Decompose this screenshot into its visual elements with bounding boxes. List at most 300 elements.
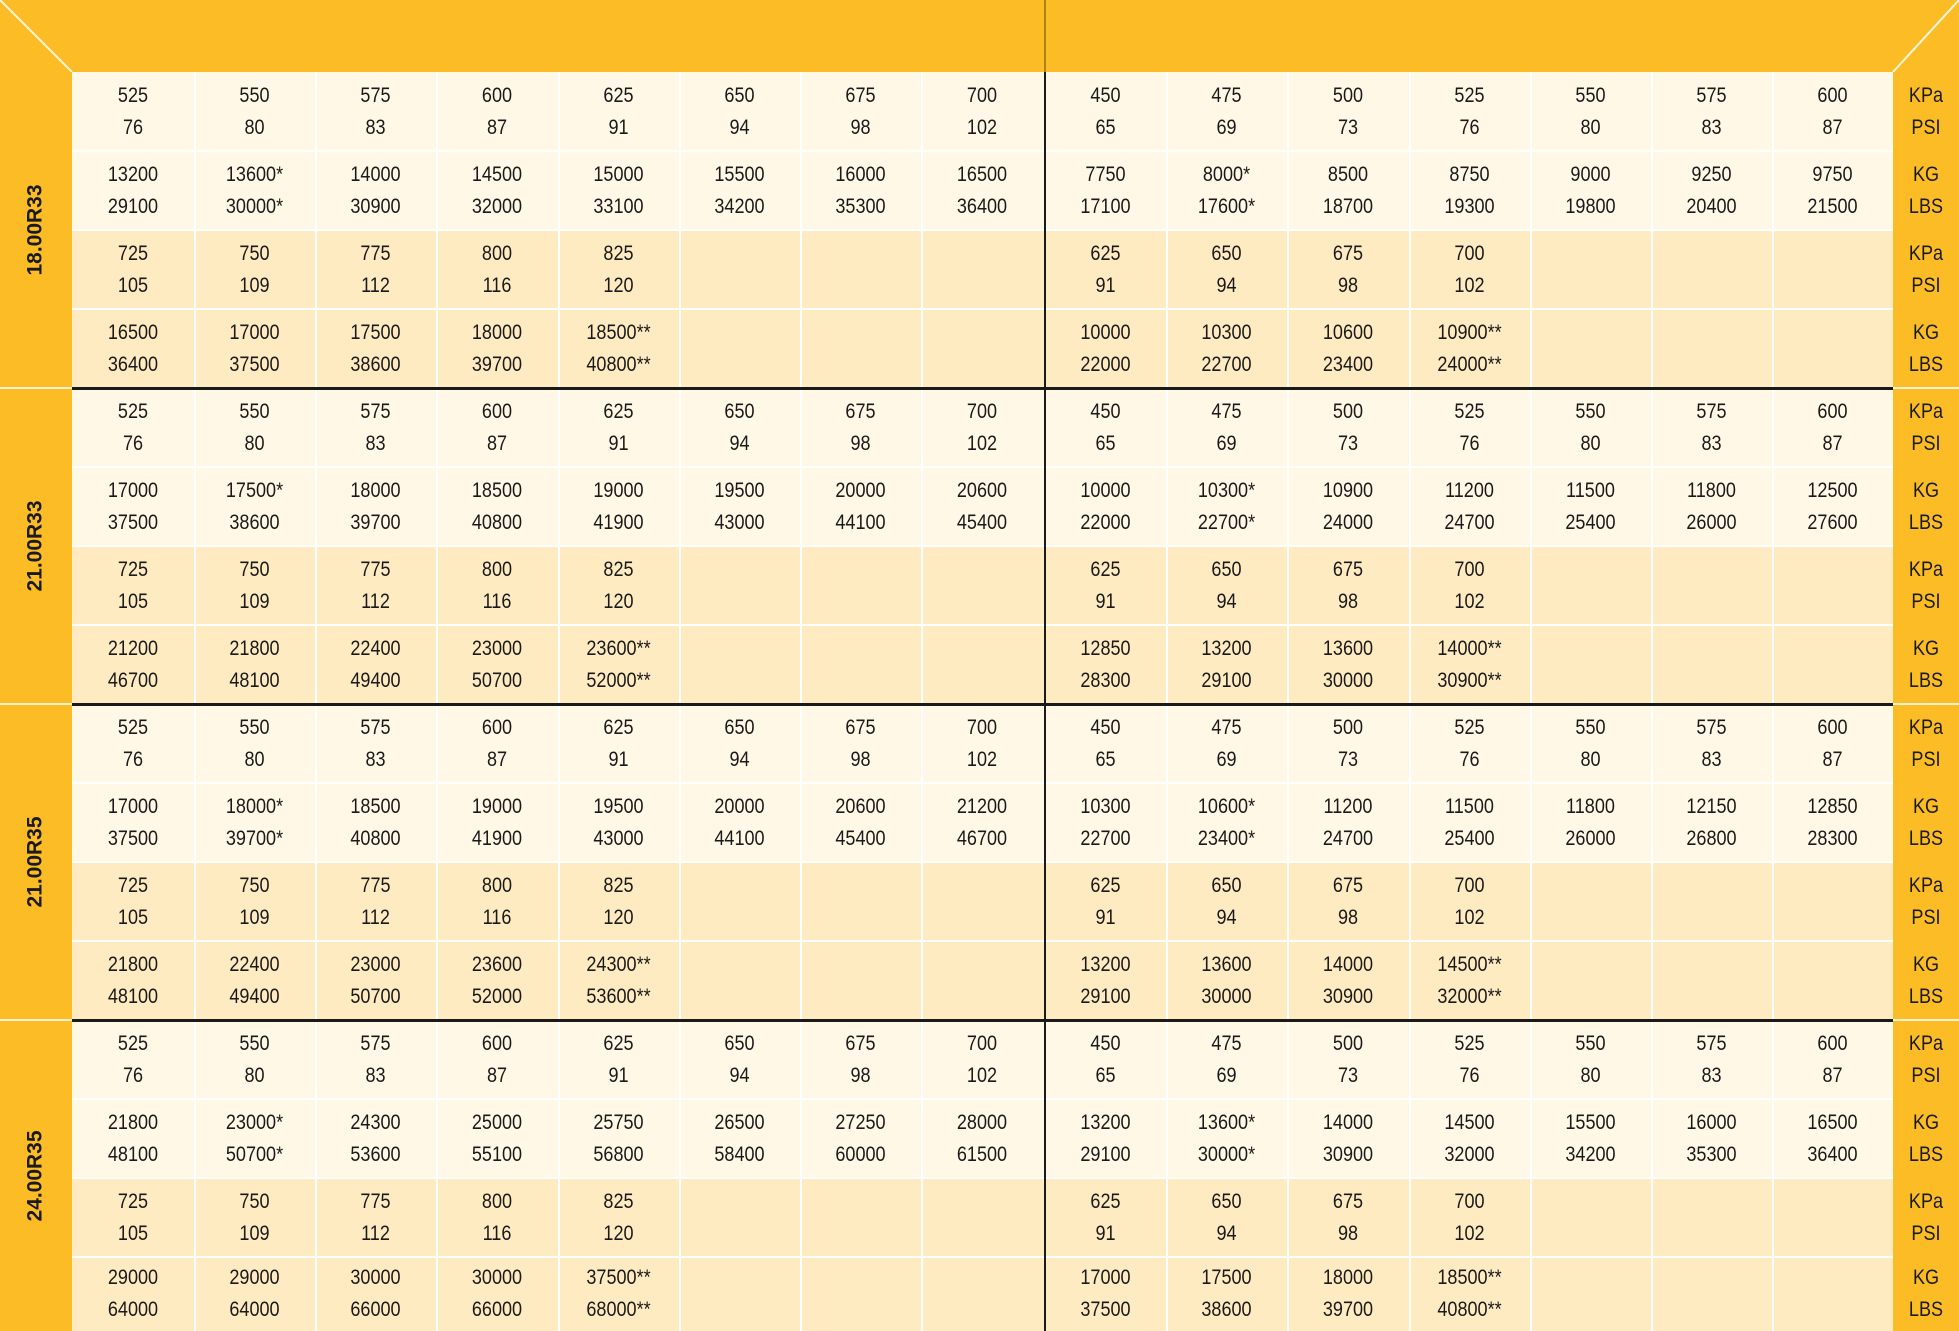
metric-value: 26500 xyxy=(714,1110,765,1134)
value-cell xyxy=(687,862,791,941)
imperial-value: 76 xyxy=(1459,747,1480,771)
metric-value: 11200 xyxy=(1323,794,1373,818)
value-cell xyxy=(1417,1020,1521,1099)
cell-separator xyxy=(1166,704,1168,783)
cell-separator xyxy=(194,783,196,862)
value-cell xyxy=(1659,72,1763,151)
imperial-value: 87 xyxy=(1822,115,1843,139)
imperial-value: 87 xyxy=(486,1063,508,1087)
value-cell xyxy=(1780,862,1884,941)
imperial-value: 56800 xyxy=(593,1142,644,1166)
cell-separator xyxy=(1530,862,1532,941)
imperial-value: 120 xyxy=(603,905,634,929)
value-cell xyxy=(1780,467,1884,546)
value-cell xyxy=(1174,625,1278,704)
value-cell xyxy=(1417,546,1521,625)
value-cell xyxy=(566,1257,670,1331)
metric-value: 11800 xyxy=(1566,794,1615,818)
cell-separator xyxy=(921,72,923,151)
value-cell xyxy=(202,309,306,388)
imperial-value: 37500 xyxy=(107,826,159,850)
metric-value: 29000 xyxy=(107,1266,159,1289)
cell-separator xyxy=(436,1178,438,1257)
metric-value: 15500 xyxy=(1565,1110,1616,1134)
metric-value: 12500 xyxy=(1807,478,1858,502)
cell-separator xyxy=(558,72,560,151)
value-cell xyxy=(202,783,306,862)
unit-imperial: PSI xyxy=(1911,905,1941,929)
metric-value: 725 xyxy=(117,557,149,581)
value-cell xyxy=(1174,309,1278,388)
value-cell xyxy=(808,862,912,941)
cell-separator xyxy=(679,151,681,230)
cell-separator xyxy=(1651,1099,1653,1178)
unit-label xyxy=(1898,941,1955,1020)
row-separator xyxy=(72,1177,1893,1179)
imperial-value: 98 xyxy=(850,115,871,139)
metric-value: 675 xyxy=(845,83,876,107)
imperial-value: 102 xyxy=(1454,905,1485,929)
value-cell xyxy=(1417,1257,1521,1331)
unit-block-separator xyxy=(1893,703,1959,705)
imperial-value: 24000** xyxy=(1437,352,1502,376)
value-cell xyxy=(1053,1099,1157,1178)
imperial-value: 116 xyxy=(482,1221,512,1245)
imperial-value: 44100 xyxy=(714,826,765,850)
value-cell xyxy=(566,862,670,941)
metric-value: 625 xyxy=(1090,241,1121,265)
imperial-value: 22000 xyxy=(1080,352,1131,376)
value-cell xyxy=(1417,230,1521,309)
value-cell xyxy=(1296,783,1401,862)
metric-value: 650 xyxy=(724,83,755,107)
imperial-value: 83 xyxy=(1701,115,1722,139)
imperial-value: 109 xyxy=(239,1221,270,1245)
value-cell xyxy=(323,1099,427,1178)
value-cell xyxy=(687,783,791,862)
unit-label xyxy=(1898,1099,1955,1178)
metric-value: 22400 xyxy=(229,952,280,976)
cell-separator xyxy=(1530,467,1532,546)
metric-value: 19000 xyxy=(593,478,644,502)
imperial-value: 112 xyxy=(361,1221,390,1245)
metric-value: 825 xyxy=(603,241,634,265)
imperial-value: 94 xyxy=(1216,589,1237,613)
imperial-value: 39700* xyxy=(225,826,284,850)
value-cell xyxy=(81,151,186,230)
imperial-value: 91 xyxy=(608,115,629,139)
imperial-value: 29100 xyxy=(1201,668,1252,692)
value-cell xyxy=(1296,1020,1401,1099)
metric-value: 19500 xyxy=(714,478,765,502)
imperial-value: 109 xyxy=(239,905,270,929)
cell-separator xyxy=(1651,467,1653,546)
cell-separator xyxy=(436,309,438,388)
cell-separator xyxy=(1166,388,1168,467)
cell-separator xyxy=(1287,309,1289,388)
imperial-value: 58400 xyxy=(714,1142,765,1166)
value-cell xyxy=(1053,388,1157,467)
imperial-value: 22700* xyxy=(1197,510,1256,534)
value-cell xyxy=(1053,151,1157,230)
metric-value: 575 xyxy=(360,399,391,423)
unit-metric: KG xyxy=(1912,952,1940,976)
value-cell xyxy=(1659,230,1763,309)
unit-metric: KPa xyxy=(1908,873,1944,897)
value-cell xyxy=(1417,1178,1521,1257)
imperial-value: 19800 xyxy=(1565,194,1616,218)
metric-value: 525 xyxy=(1454,1031,1485,1055)
metric-value: 650 xyxy=(1211,557,1242,581)
row-separator xyxy=(72,1256,1893,1258)
value-cell xyxy=(808,230,912,309)
block-separator xyxy=(72,703,1893,706)
cell-separator xyxy=(1166,467,1168,546)
speed-divider xyxy=(1044,72,1046,1331)
metric-value: 23000* xyxy=(225,1110,284,1134)
imperial-value: 37500 xyxy=(107,510,159,534)
metric-value: 500 xyxy=(1332,715,1364,739)
cell-separator xyxy=(679,72,681,151)
metric-value: 18500** xyxy=(586,320,651,344)
value-cell xyxy=(1174,704,1278,783)
metric-value: 9000 xyxy=(1570,162,1611,186)
cell-separator xyxy=(1166,1020,1168,1099)
imperial-value: 91 xyxy=(1095,589,1116,613)
metric-value: 10000 xyxy=(1080,478,1131,502)
metric-value: 575 xyxy=(360,83,391,107)
value-cell xyxy=(1053,467,1157,546)
cell-separator xyxy=(1409,546,1411,625)
imperial-value: 76 xyxy=(122,1063,144,1087)
value-cell xyxy=(1296,862,1401,941)
tire-size-label xyxy=(0,1020,72,1331)
cell-separator xyxy=(1772,1020,1774,1099)
imperial-value: 65 xyxy=(1095,747,1116,771)
imperial-value: 116 xyxy=(482,589,512,613)
cell-separator xyxy=(558,1178,560,1257)
metric-value: 750 xyxy=(239,1189,270,1213)
cell-separator xyxy=(800,72,802,151)
metric-value: 18500 xyxy=(471,478,523,502)
cell-separator xyxy=(1651,388,1653,467)
imperial-value: 66000 xyxy=(471,1298,523,1321)
imperial-value: 73 xyxy=(1337,747,1359,771)
value-cell xyxy=(1538,1020,1642,1099)
imperial-value: 69 xyxy=(1216,747,1237,771)
unit-label xyxy=(1898,1257,1955,1331)
imperial-value: 40800 xyxy=(471,510,523,534)
value-cell xyxy=(1538,546,1642,625)
value-cell xyxy=(808,625,912,704)
value-cell xyxy=(1780,1020,1884,1099)
block-separator xyxy=(72,387,1893,390)
metric-value: 825 xyxy=(603,1189,634,1213)
imperial-value: 91 xyxy=(1095,1221,1116,1245)
imperial-value: 50700 xyxy=(350,984,401,1008)
metric-value: 600 xyxy=(481,83,513,107)
cell-separator xyxy=(1287,467,1289,546)
metric-value: 20000 xyxy=(835,478,886,502)
imperial-value: 87 xyxy=(1822,431,1843,455)
cell-separator xyxy=(194,862,196,941)
cell-separator xyxy=(679,388,681,467)
value-cell xyxy=(445,467,550,546)
metric-value: 18500** xyxy=(1437,1266,1502,1289)
metric-value: 37500** xyxy=(586,1266,651,1289)
imperial-value: 48100 xyxy=(107,984,159,1008)
cell-separator xyxy=(194,467,196,546)
imperial-value: 69 xyxy=(1216,1063,1237,1087)
metric-value: 700 xyxy=(966,83,998,107)
imperial-value: 91 xyxy=(608,431,629,455)
unit-label xyxy=(1898,1178,1955,1257)
imperial-value: 48100 xyxy=(229,668,280,692)
cell-separator xyxy=(800,941,802,1020)
cell-separator xyxy=(679,941,681,1020)
metric-value: 16000 xyxy=(1686,1110,1737,1134)
metric-value: 9750 xyxy=(1812,162,1853,186)
value-cell xyxy=(1780,625,1884,704)
unit-imperial: PSI xyxy=(1911,747,1941,771)
cell-separator xyxy=(315,546,317,625)
value-cell xyxy=(930,1099,1035,1178)
imperial-value: 48100 xyxy=(107,1142,159,1166)
imperial-value: 25400 xyxy=(1444,826,1495,850)
value-cell xyxy=(930,72,1035,151)
unit-imperial: PSI xyxy=(1911,115,1941,139)
value-cell xyxy=(202,704,306,783)
metric-value: 450 xyxy=(1090,715,1121,739)
cell-separator xyxy=(1651,1178,1653,1257)
imperial-value: 52000** xyxy=(586,668,651,692)
value-cell xyxy=(445,1257,550,1331)
value-cell xyxy=(687,309,791,388)
row-separator xyxy=(72,782,1893,784)
imperial-value: 44100 xyxy=(835,510,886,534)
value-cell xyxy=(81,230,186,309)
cell-separator xyxy=(194,1099,196,1178)
cell-separator xyxy=(1530,1020,1532,1099)
imperial-value: 61500 xyxy=(956,1142,1008,1166)
imperial-value: 50700 xyxy=(471,668,523,692)
metric-value: 14500** xyxy=(1437,952,1502,976)
value-cell xyxy=(930,309,1035,388)
imperial-value: 45400 xyxy=(956,510,1008,534)
imperial-value: 17100 xyxy=(1080,194,1131,218)
imperial-value: 87 xyxy=(486,747,508,771)
metric-value: 775 xyxy=(360,1189,391,1213)
value-cell xyxy=(1053,72,1157,151)
metric-value: 525 xyxy=(1454,399,1485,423)
metric-value: 600 xyxy=(481,715,513,739)
metric-value: 625 xyxy=(1090,557,1121,581)
imperial-value: 32000 xyxy=(471,194,523,218)
value-cell xyxy=(1659,704,1763,783)
imperial-value: 109 xyxy=(239,589,270,613)
imperial-value: 94 xyxy=(729,1063,750,1087)
imperial-value: 29100 xyxy=(1080,1142,1131,1166)
value-cell xyxy=(1538,1257,1642,1331)
value-cell xyxy=(1538,941,1642,1020)
metric-value: 750 xyxy=(239,557,270,581)
tire-size-text: 21.00R35 xyxy=(24,816,48,908)
cell-separator xyxy=(921,704,923,783)
value-cell xyxy=(808,546,912,625)
metric-value: 21800 xyxy=(107,1110,159,1134)
metric-value: 18000 xyxy=(350,478,401,502)
metric-value: 525 xyxy=(117,1031,149,1055)
imperial-value: 120 xyxy=(603,1221,634,1245)
value-cell xyxy=(445,862,550,941)
value-cell xyxy=(1417,862,1521,941)
metric-value: 700 xyxy=(966,399,998,423)
cell-separator xyxy=(1409,1257,1411,1331)
metric-value: 14000 xyxy=(350,162,401,186)
imperial-value: 18700 xyxy=(1322,194,1374,218)
value-cell xyxy=(1417,1099,1521,1178)
cell-separator xyxy=(315,230,317,309)
unit-label xyxy=(1898,72,1955,151)
cell-separator xyxy=(436,862,438,941)
tire-size-label xyxy=(0,704,72,1020)
cell-separator xyxy=(436,1099,438,1178)
value-cell xyxy=(930,1257,1035,1331)
cell-separator xyxy=(800,309,802,388)
metric-value: 525 xyxy=(117,83,149,107)
row-separator xyxy=(72,940,1893,942)
unit-imperial: PSI xyxy=(1911,1221,1941,1245)
imperial-value: 55100 xyxy=(471,1142,523,1166)
metric-value: 20000 xyxy=(714,794,765,818)
value-cell xyxy=(1538,309,1642,388)
imperial-value: 76 xyxy=(122,115,144,139)
metric-value: 575 xyxy=(1696,399,1727,423)
cell-separator xyxy=(921,1257,923,1331)
cell-separator xyxy=(558,783,560,862)
metric-value: 800 xyxy=(481,873,513,897)
cell-separator xyxy=(558,1099,560,1178)
cell-separator xyxy=(1530,625,1532,704)
value-cell xyxy=(566,546,670,625)
value-cell xyxy=(808,1099,912,1178)
imperial-value: 22700 xyxy=(1201,352,1252,376)
cell-separator xyxy=(1651,1020,1653,1099)
cell-separator xyxy=(1166,941,1168,1020)
unit-label xyxy=(1898,862,1955,941)
cell-separator xyxy=(1166,230,1168,309)
imperial-value: 60000 xyxy=(835,1142,886,1166)
imperial-value: 112 xyxy=(361,273,390,297)
value-cell xyxy=(687,1178,791,1257)
imperial-value: 98 xyxy=(1337,1221,1359,1245)
imperial-value: 116 xyxy=(482,905,512,929)
metric-value: 10600* xyxy=(1197,794,1256,818)
cell-separator xyxy=(1772,151,1774,230)
value-cell xyxy=(81,467,186,546)
row-separator xyxy=(72,861,1893,863)
unit-metric: KPa xyxy=(1908,557,1944,581)
metric-value: 14000** xyxy=(1437,636,1502,660)
metric-value: 25000 xyxy=(471,1110,523,1134)
metric-value: 600 xyxy=(1817,1031,1848,1055)
cell-separator xyxy=(921,388,923,467)
cell-separator xyxy=(1651,72,1653,151)
value-cell xyxy=(566,941,670,1020)
value-cell xyxy=(1659,1178,1763,1257)
metric-value: 700 xyxy=(966,715,998,739)
value-cell xyxy=(1538,625,1642,704)
value-cell xyxy=(323,625,427,704)
cell-separator xyxy=(1530,388,1532,467)
metric-value: 8750 xyxy=(1449,162,1490,186)
unit-block-separator xyxy=(1893,387,1959,389)
metric-value: 13200 xyxy=(1201,636,1252,660)
value-cell xyxy=(81,1099,186,1178)
imperial-value: 83 xyxy=(365,431,386,455)
imperial-value: 43000 xyxy=(714,510,765,534)
value-cell xyxy=(445,388,550,467)
cell-separator xyxy=(800,862,802,941)
metric-value: 14500 xyxy=(1444,1110,1495,1134)
metric-value: 600 xyxy=(1817,83,1848,107)
value-cell xyxy=(930,1178,1035,1257)
row-separator xyxy=(72,466,1893,468)
value-cell xyxy=(566,467,670,546)
value-cell xyxy=(1296,151,1401,230)
imperial-value: 80 xyxy=(244,1063,265,1087)
value-cell xyxy=(1538,388,1642,467)
imperial-value: 98 xyxy=(1337,273,1359,297)
value-cell xyxy=(566,625,670,704)
cell-separator xyxy=(1772,72,1774,151)
value-cell xyxy=(808,151,912,230)
imperial-value: 73 xyxy=(1337,115,1359,139)
cell-separator xyxy=(800,1178,802,1257)
imperial-value: 91 xyxy=(608,747,629,771)
value-cell xyxy=(1296,1257,1401,1331)
value-cell xyxy=(808,1020,912,1099)
metric-value: 550 xyxy=(1575,715,1606,739)
metric-value: 825 xyxy=(603,873,634,897)
value-cell xyxy=(687,704,791,783)
value-cell xyxy=(1780,783,1884,862)
unit-label xyxy=(1898,467,1955,546)
cell-separator xyxy=(800,625,802,704)
imperial-value: 49400 xyxy=(350,668,401,692)
imperial-value: 17600* xyxy=(1197,194,1256,218)
metric-value: 650 xyxy=(724,1031,755,1055)
imperial-value: 25400 xyxy=(1565,510,1616,534)
cell-separator xyxy=(1651,862,1653,941)
imperial-value: 94 xyxy=(729,431,750,455)
metric-value: 625 xyxy=(603,399,634,423)
value-cell xyxy=(1659,1257,1763,1331)
imperial-value: 37500 xyxy=(229,352,280,376)
value-cell xyxy=(1296,309,1401,388)
metric-value: 17000 xyxy=(107,478,159,502)
imperial-value: 102 xyxy=(966,431,998,455)
value-cell xyxy=(687,1257,791,1331)
imperial-value: 65 xyxy=(1095,431,1116,455)
cell-separator xyxy=(315,862,317,941)
cell-separator xyxy=(921,1020,923,1099)
side-block-separator xyxy=(0,703,72,705)
value-cell xyxy=(566,309,670,388)
cell-separator xyxy=(1530,783,1532,862)
metric-value: 575 xyxy=(1696,715,1727,739)
metric-value: 20600 xyxy=(835,794,886,818)
